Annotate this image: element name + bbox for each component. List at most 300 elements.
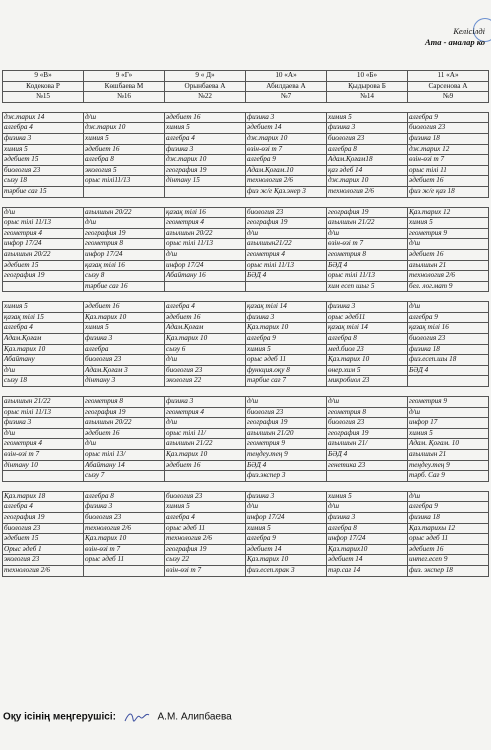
- header-row-room: [3, 92, 489, 103]
- header-room: №7: [246, 92, 327, 103]
- lesson-cell: қазақ тілі 16: [165, 207, 246, 218]
- lesson-cell: өзін-өзі т 7: [408, 155, 489, 166]
- header-teacher: Көшбаева М: [84, 81, 165, 92]
- lesson-cell: физ. экспер 18: [408, 565, 489, 576]
- lesson-cell: әдебиет 16: [84, 428, 165, 439]
- lesson-cell: Қаз.тарихы 12: [408, 523, 489, 534]
- separator-cell: [3, 102, 84, 112]
- lesson-row: [3, 165, 489, 176]
- lesson-cell: орыс тілі 11/13: [3, 407, 84, 418]
- footer: [3, 710, 232, 724]
- lesson-cell: дінтану 3: [84, 376, 165, 387]
- lesson-cell: биология 23: [327, 133, 408, 144]
- lesson-cell: ағылшын 21/22: [165, 439, 246, 450]
- lesson-cell: БӘД 4: [327, 260, 408, 271]
- header-teacher: Сарсенова А: [408, 81, 489, 92]
- lesson-cell: д/ш: [246, 397, 327, 408]
- lesson-cell: геометрия 9: [246, 439, 327, 450]
- lesson-cell: тәрбие сағ 16: [84, 281, 165, 292]
- lesson-cell: физика 18: [408, 133, 489, 144]
- lesson-cell: биология 23: [327, 418, 408, 429]
- lesson-cell: функция.оқу 8: [246, 365, 327, 376]
- header-row-class: [3, 71, 489, 82]
- lesson-cell: [246, 281, 327, 292]
- lesson-cell: геометрия 4: [3, 439, 84, 450]
- lesson-cell: дж.тарих 10: [165, 155, 246, 166]
- lesson-cell: география 19: [165, 544, 246, 555]
- header-room: №9: [408, 92, 489, 103]
- lesson-cell: д/ш: [165, 249, 246, 260]
- lesson-cell: физика 3: [84, 502, 165, 513]
- lesson-cell: өзін-өзі т 7: [327, 239, 408, 250]
- lesson-cell: орыс тілі 13/: [84, 450, 165, 461]
- day-separator: [3, 102, 489, 112]
- lesson-cell: ағылшын 21/22: [327, 218, 408, 229]
- lesson-cell: физика 3: [3, 418, 84, 429]
- lesson-cell: химия 5: [165, 123, 246, 134]
- header-room: №14: [327, 92, 408, 103]
- lesson-cell: алгебра 8: [84, 491, 165, 502]
- lesson-cell: сызу 6: [165, 344, 246, 355]
- lesson-cell: д/ш: [165, 355, 246, 366]
- separator-cell: [408, 481, 489, 491]
- lesson-cell: геометрия 8: [84, 397, 165, 408]
- lesson-cell: биология 23: [165, 365, 246, 376]
- lesson-cell: д/ш: [3, 428, 84, 439]
- lesson-cell: алгебра 4: [3, 502, 84, 513]
- lesson-cell: физика 3: [246, 491, 327, 502]
- lesson-cell: дінтану 15: [165, 176, 246, 187]
- lesson-row: [3, 218, 489, 229]
- lesson-cell: геометрия 4: [165, 218, 246, 229]
- lesson-cell: әдебиет 15: [3, 260, 84, 271]
- lesson-row: [3, 523, 489, 534]
- footer-label: Оқу ісінің меңгерушісі:: [3, 711, 116, 723]
- lesson-cell: геометрия 4: [3, 228, 84, 239]
- lesson-cell: әдебиет 14: [327, 555, 408, 566]
- lesson-cell: дінтану 10: [3, 460, 84, 471]
- lesson-cell: сызу 7: [84, 471, 165, 482]
- lesson-cell: технология 2/6: [327, 186, 408, 197]
- lesson-row: [3, 534, 489, 545]
- lesson-cell: химия 5: [246, 344, 327, 355]
- lesson-cell: әдебиет 15: [3, 534, 84, 545]
- lesson-cell: мед.биол 23: [327, 344, 408, 355]
- separator-cell: [327, 102, 408, 112]
- lesson-cell: физика 3: [165, 144, 246, 155]
- lesson-cell: әдебиет 16: [84, 144, 165, 155]
- header-class: 9 «В»: [3, 71, 84, 82]
- lesson-cell: д/ш: [408, 407, 489, 418]
- lesson-cell: д/ш: [408, 302, 489, 313]
- separator-cell: [165, 481, 246, 491]
- lesson-row: [3, 207, 489, 218]
- lesson-cell: технология 2/6: [408, 271, 489, 282]
- timetable: [2, 70, 489, 577]
- lesson-cell: ағылшын 21: [408, 450, 489, 461]
- lesson-cell: география 19: [246, 218, 327, 229]
- lesson-cell: Қаз.тарих10: [327, 544, 408, 555]
- lesson-cell: әдебиет 16: [165, 312, 246, 323]
- lesson-cell: д/ш: [408, 239, 489, 250]
- lesson-cell: д/ш: [246, 502, 327, 513]
- lesson-cell: Абайтану 16: [165, 271, 246, 282]
- lesson-cell: физ.экспер 3: [246, 471, 327, 482]
- lesson-cell: геометрия 9: [408, 397, 489, 408]
- lesson-cell: әдебиет 16: [408, 249, 489, 260]
- lesson-cell: орыс тілі 11/13: [246, 260, 327, 271]
- lesson-cell: химия 5: [408, 218, 489, 229]
- lesson-row: [3, 239, 489, 250]
- lesson-cell: геометрия 8: [327, 407, 408, 418]
- lesson-cell: ағылшын 21: [408, 260, 489, 271]
- lesson-row: [3, 186, 489, 197]
- header-class: 11 «А»: [408, 71, 489, 82]
- lesson-cell: физика 3: [246, 312, 327, 323]
- lesson-cell: д/ш: [84, 112, 165, 123]
- separator-cell: [165, 292, 246, 302]
- day-separator: [3, 387, 489, 397]
- lesson-cell: ағылшын 21/22: [3, 397, 84, 408]
- lesson-cell: Адам.Қоғам.10: [246, 165, 327, 176]
- lesson-cell: орыс тілі 11/13: [3, 218, 84, 229]
- lesson-cell: география 19: [165, 165, 246, 176]
- lesson-cell: д/ш: [3, 365, 84, 376]
- header-teacher: Абилдаева А: [246, 81, 327, 92]
- lesson-row: [3, 323, 489, 334]
- lesson-cell: алгебра 8: [327, 334, 408, 345]
- day-separator: [3, 481, 489, 491]
- lesson-cell: [84, 186, 165, 197]
- lesson-cell: геометрия 4: [165, 407, 246, 418]
- lesson-cell: алгебра 8: [84, 155, 165, 166]
- lesson-cell: әдебиет 16: [84, 302, 165, 313]
- lesson-cell: биология 23: [3, 523, 84, 534]
- lesson-cell: тәр.сағ 14: [327, 565, 408, 576]
- lesson-cell: география 19: [84, 407, 165, 418]
- separator-cell: [246, 387, 327, 397]
- lesson-cell: география 19: [3, 271, 84, 282]
- separator-cell: [327, 292, 408, 302]
- lesson-cell: алгебра 8: [327, 523, 408, 534]
- lesson-cell: ағылшын 21/20: [246, 428, 327, 439]
- lesson-row: [3, 407, 489, 418]
- lesson-cell: физ.есеп.прак 3: [246, 565, 327, 576]
- lesson-cell: Қаз.тарих 18: [3, 491, 84, 502]
- lesson-cell: геометрия 9: [408, 228, 489, 239]
- lesson-cell: инфор 17: [408, 418, 489, 429]
- separator-cell: [408, 387, 489, 397]
- lesson-cell: алгебра 4: [165, 133, 246, 144]
- lesson-cell: Адам.Қоғам: [3, 334, 84, 345]
- lesson-cell: орыс әдеб 11: [408, 534, 489, 545]
- lesson-cell: қазақ тілі 16: [84, 260, 165, 271]
- lesson-cell: Қаз.тарих 10: [165, 450, 246, 461]
- lesson-cell: алгебра 4: [3, 323, 84, 334]
- lesson-cell: физ ж/е Қаз.энер 3: [246, 186, 327, 197]
- lesson-cell: технология 2/6: [84, 523, 165, 534]
- lesson-row: [3, 155, 489, 166]
- lesson-row: [3, 450, 489, 461]
- lesson-cell: экология 23: [3, 555, 84, 566]
- lesson-cell: әдебиет 16: [408, 176, 489, 187]
- lesson-cell: ағылшын21/22: [246, 239, 327, 250]
- lesson-cell: дж.тарих 12: [408, 144, 489, 155]
- lesson-row: [3, 344, 489, 355]
- lesson-cell: Қаз.тарих 10: [327, 355, 408, 366]
- separator-cell: [165, 102, 246, 112]
- lesson-cell: қазақ тілі 16: [408, 323, 489, 334]
- lesson-row: [3, 271, 489, 282]
- day-separator: [3, 197, 489, 207]
- lesson-cell: тәрбие сағ 15: [3, 186, 84, 197]
- separator-cell: [246, 102, 327, 112]
- lesson-cell: қазақ тілі 14: [327, 323, 408, 334]
- separator-cell: [165, 387, 246, 397]
- lesson-cell: өзін-өзі т 7: [246, 144, 327, 155]
- lesson-cell: алгебра 4: [165, 512, 246, 523]
- lesson-cell: өзін-өзі т 7: [3, 450, 84, 461]
- header-room: №22: [165, 92, 246, 103]
- lesson-cell: орыс әдеб11: [327, 312, 408, 323]
- lesson-cell: әдебиет 16: [408, 544, 489, 555]
- header-class: 10 «Б»: [327, 71, 408, 82]
- header-teacher: Қыдырова Б: [327, 81, 408, 92]
- lesson-cell: Қаз.тарих 10: [165, 334, 246, 345]
- separator-cell: [3, 197, 84, 207]
- approval-line-2: Ата - аналар ко: [424, 37, 485, 47]
- lesson-cell: Орыс әдеб 1: [3, 544, 84, 555]
- header-class: 9 « Д»: [165, 71, 246, 82]
- lesson-row: [3, 397, 489, 408]
- lesson-cell: физ ж/е қаз 18: [408, 186, 489, 197]
- lesson-cell: инфор 17/24: [3, 239, 84, 250]
- lesson-cell: д/ш: [3, 207, 84, 218]
- separator-cell: [165, 197, 246, 207]
- lesson-cell: химия 5: [327, 491, 408, 502]
- lesson-cell: Адам.Қоғам 3: [84, 365, 165, 376]
- lesson-cell: физика 3: [165, 397, 246, 408]
- lesson-cell: химия 5: [84, 133, 165, 144]
- lesson-cell: сызу 18: [3, 376, 84, 387]
- lesson-cell: химия 5: [3, 144, 84, 155]
- lesson-cell: биология 23: [246, 407, 327, 418]
- lesson-row: [3, 565, 489, 576]
- lesson-cell: [3, 471, 84, 482]
- lesson-cell: орыс әдеб 11: [84, 555, 165, 566]
- lesson-cell: ағылшын 20/22: [84, 207, 165, 218]
- lesson-cell: геометрия 8: [327, 249, 408, 260]
- lesson-cell: [408, 376, 489, 387]
- separator-cell: [84, 387, 165, 397]
- separator-cell: [84, 292, 165, 302]
- separator-cell: [3, 481, 84, 491]
- lesson-cell: сызу 22: [165, 555, 246, 566]
- separator-cell: [327, 197, 408, 207]
- lesson-cell: биология 23: [408, 334, 489, 345]
- lesson-cell: алгебра 4: [165, 302, 246, 313]
- lesson-cell: д/ш: [246, 228, 327, 239]
- lesson-cell: биология 23: [246, 207, 327, 218]
- lesson-cell: алгебра 9: [246, 155, 327, 166]
- lesson-cell: Адам. Қоғам. 10: [408, 439, 489, 450]
- header-teacher: Кодекова Р: [3, 81, 84, 92]
- lesson-cell: химия 5: [246, 523, 327, 534]
- lesson-cell: тәрбие сағ 7: [246, 376, 327, 387]
- header-row-teacher: [3, 81, 489, 92]
- lesson-cell: қаз әдеб 14: [327, 165, 408, 176]
- lesson-row: [3, 439, 489, 450]
- lesson-cell: химия 5: [3, 302, 84, 313]
- lesson-cell: д/ш: [327, 397, 408, 408]
- separator-cell: [246, 481, 327, 491]
- lesson-cell: орыс тілі 11: [408, 165, 489, 176]
- lesson-row: [3, 249, 489, 260]
- lesson-cell: БӘД 4: [408, 365, 489, 376]
- lesson-cell: микробиол 23: [327, 376, 408, 387]
- lesson-cell: тәрб. Сағ 9: [408, 471, 489, 482]
- lesson-cell: дж.тарих 10: [327, 176, 408, 187]
- lesson-cell: инфор 17/24: [84, 249, 165, 260]
- lesson-row: [3, 491, 489, 502]
- lesson-row: [3, 260, 489, 271]
- lesson-cell: д/ш: [165, 418, 246, 429]
- lesson-row: [3, 112, 489, 123]
- lesson-row: [3, 355, 489, 366]
- lesson-cell: алгебра 9: [246, 534, 327, 545]
- lesson-cell: дж.тарих 10: [84, 123, 165, 134]
- lesson-row: [3, 176, 489, 187]
- header-teacher: Орынбаева А: [165, 81, 246, 92]
- lesson-cell: [165, 471, 246, 482]
- lesson-cell: БӘД 4: [246, 460, 327, 471]
- header-room: №15: [3, 92, 84, 103]
- lesson-cell: [165, 281, 246, 292]
- lesson-cell: экология 5: [84, 165, 165, 176]
- lesson-cell: физика 3: [327, 123, 408, 134]
- lesson-row: [3, 365, 489, 376]
- lesson-cell: биология 23: [3, 165, 84, 176]
- lesson-cell: география 19: [327, 428, 408, 439]
- lesson-cell: география 19: [246, 418, 327, 429]
- lesson-cell: инфор 17/24: [327, 534, 408, 545]
- lesson-cell: биология 23: [408, 123, 489, 134]
- separator-cell: [84, 197, 165, 207]
- lesson-cell: биология 23: [165, 491, 246, 502]
- lesson-cell: орыс әдеб 11: [246, 355, 327, 366]
- lesson-cell: д/ш: [84, 439, 165, 450]
- lesson-cell: теңдеу.тең 9: [408, 460, 489, 471]
- lesson-cell: Қаз.тарих 10: [3, 344, 84, 355]
- lesson-cell: өзін-өзі т 7: [165, 565, 246, 576]
- lesson-row: [3, 144, 489, 155]
- lesson-cell: қазақ тілі 14: [246, 302, 327, 313]
- lesson-cell: география 19: [84, 228, 165, 239]
- lesson-cell: физика 3: [246, 112, 327, 123]
- header-room: №16: [84, 92, 165, 103]
- lesson-cell: дж.тарих 14: [3, 112, 84, 123]
- lesson-cell: орыс әдеб 11: [165, 523, 246, 534]
- lesson-row: [3, 376, 489, 387]
- day-separator: [3, 292, 489, 302]
- lesson-cell: физика 3: [327, 512, 408, 523]
- approval-block: [375, 26, 485, 48]
- lesson-cell: қазақ тілі 15: [3, 312, 84, 323]
- separator-cell: [3, 292, 84, 302]
- separator-cell: [246, 197, 327, 207]
- lesson-cell: ағылшын 21/: [327, 439, 408, 450]
- lesson-cell: хим есеп шыг 5: [327, 281, 408, 292]
- lesson-cell: технология 2/6: [165, 534, 246, 545]
- lesson-cell: алгебра 9: [408, 312, 489, 323]
- separator-cell: [327, 481, 408, 491]
- header-class: 9 «Г»: [84, 71, 165, 82]
- lesson-cell: физика 18: [408, 344, 489, 355]
- lesson-cell: ағылшын 20/22: [165, 228, 246, 239]
- lesson-cell: д/ш: [327, 228, 408, 239]
- lesson-cell: [327, 471, 408, 482]
- lesson-cell: бел. лог.мат 9: [408, 281, 489, 292]
- lesson-cell: БӘД 4: [327, 450, 408, 461]
- lesson-cell: физика 3: [3, 133, 84, 144]
- lesson-cell: Адам.Қоғам18: [327, 155, 408, 166]
- lesson-row: [3, 512, 489, 523]
- lesson-cell: химия 5: [84, 323, 165, 334]
- lesson-row: [3, 502, 489, 513]
- lesson-cell: физика 3: [84, 334, 165, 345]
- lesson-cell: химия 5: [408, 428, 489, 439]
- lesson-cell: алгебра 9: [408, 112, 489, 123]
- lesson-cell: әдебиет 16: [165, 460, 246, 471]
- lesson-cell: дж.тарих 10: [246, 133, 327, 144]
- lesson-cell: биология 23: [84, 512, 165, 523]
- separator-cell: [408, 197, 489, 207]
- lesson-cell: геометрия 4: [246, 249, 327, 260]
- lesson-cell: химия 5: [165, 502, 246, 513]
- lesson-cell: физика 18: [408, 512, 489, 523]
- lesson-cell: интег.есеп 9: [408, 555, 489, 566]
- lesson-cell: технология 2/6: [246, 176, 327, 187]
- lesson-cell: ағылшын 20/22: [3, 249, 84, 260]
- lesson-row: [3, 460, 489, 471]
- separator-cell: [408, 102, 489, 112]
- lesson-row: [3, 312, 489, 323]
- lesson-cell: экология 22: [165, 376, 246, 387]
- lesson-cell: Қаз.тарих 10: [246, 323, 327, 334]
- lesson-cell: алгебра 9: [246, 334, 327, 345]
- lesson-cell: химия 5: [327, 112, 408, 123]
- lesson-cell: география 19: [3, 512, 84, 523]
- lesson-row: [3, 428, 489, 439]
- lesson-cell: Абайтану: [3, 355, 84, 366]
- separator-cell: [3, 387, 84, 397]
- lesson-cell: Қаз.тарих 10: [84, 534, 165, 545]
- lesson-cell: сызу 18: [3, 176, 84, 187]
- lesson-cell: БӘД 4: [246, 271, 327, 282]
- lesson-cell: орыс тілі11/13: [84, 176, 165, 187]
- lesson-row: [3, 555, 489, 566]
- lesson-cell: генетика 23: [327, 460, 408, 471]
- lesson-cell: география 19: [327, 207, 408, 218]
- lesson-cell: технология 2/6: [3, 565, 84, 576]
- lesson-cell: ағылшын 20/22: [84, 418, 165, 429]
- header-class: 10 «А»: [246, 71, 327, 82]
- lesson-cell: Абайтану 14: [84, 460, 165, 471]
- signature: [123, 710, 151, 724]
- lesson-cell: [3, 281, 84, 292]
- lesson-cell: орыс тілі 11/13: [327, 271, 408, 282]
- footer-name: А.М. Алипбаева: [157, 711, 232, 723]
